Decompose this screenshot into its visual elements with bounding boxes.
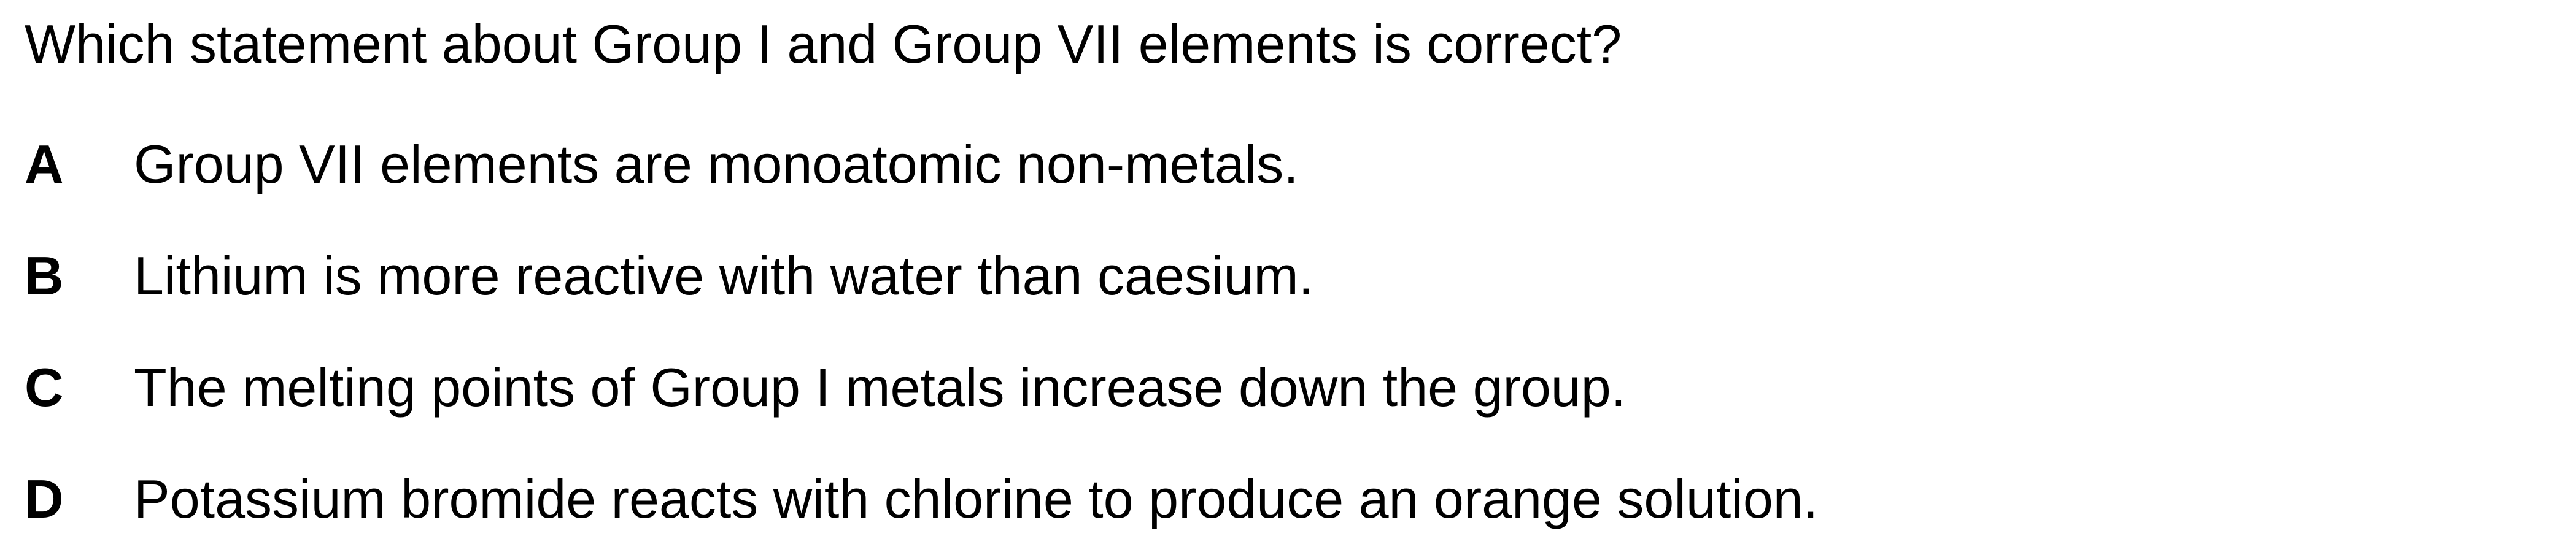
option-text: Potassium bromide reacts with chlorine to produce an orange solution.: [134, 469, 1819, 529]
option-letter: B: [25, 245, 64, 306]
answer-options: [25, 0, 2541, 555]
option-letter: C: [25, 357, 64, 418]
option-letter: D: [25, 469, 64, 529]
option-text: Lithium is more reactive with water than caesium.: [134, 245, 1314, 306]
option-letter: A: [25, 134, 64, 194]
option-text: Group VII elements are monoatomic non-metals.: [134, 134, 1299, 194]
option-text: The melting points of Group I metals increase down the group.: [134, 357, 1626, 418]
question-text: Which statement about Group I and Group VII elements is correct?: [25, 13, 1622, 74]
